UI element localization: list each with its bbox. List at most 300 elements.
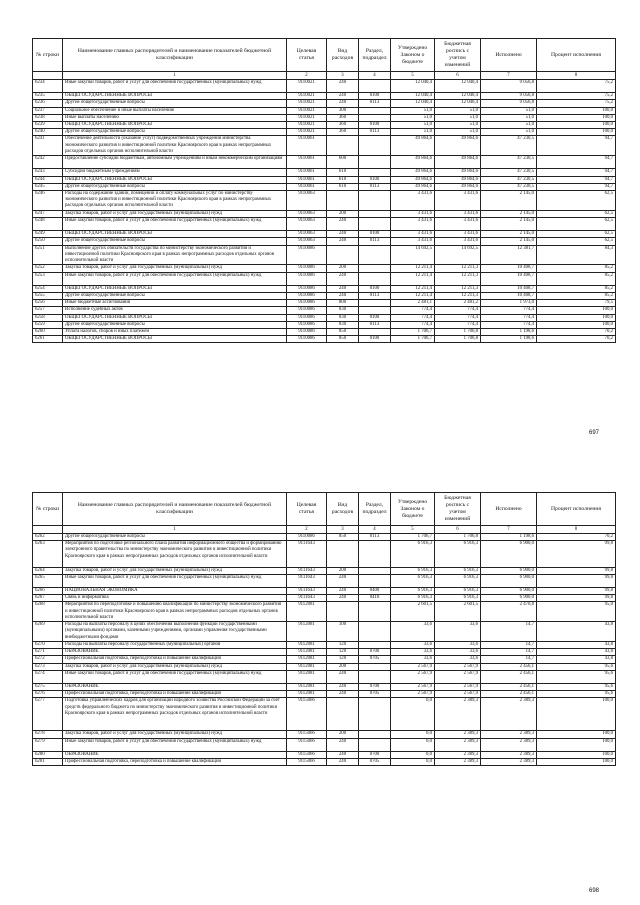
row-number: 6274 xyxy=(33,670,63,683)
row-percent: 95,6 xyxy=(537,683,616,690)
row-target-article: 9110086 xyxy=(287,314,327,321)
row-approved: 0,0 xyxy=(391,738,435,751)
row-number: 6244 xyxy=(33,176,63,183)
row-percent: 100,0 xyxy=(537,698,616,731)
row-target-article: 9112081 xyxy=(287,663,327,670)
row-executed: 12 381,7 xyxy=(481,245,537,265)
row-schedule: 2 601,5 xyxy=(435,602,481,622)
row-number: 6273 xyxy=(33,663,63,670)
row-approved: 2 481,1 xyxy=(391,300,435,307)
row-section: 0100 xyxy=(359,176,391,183)
row-target-article: 9112081 xyxy=(287,602,327,622)
row-expense-type: 240 xyxy=(327,758,359,765)
row-executed: 774,4 xyxy=(481,321,537,328)
row-approved: 1 706,7 xyxy=(391,534,435,541)
row-number: 6241 xyxy=(33,136,63,156)
row-schedule: 2 567,9 xyxy=(435,683,481,690)
row-approved: 6 916,3 xyxy=(391,587,435,594)
row-target-article: 9110063 xyxy=(287,231,327,238)
header-percent: Процент исполнения xyxy=(537,39,616,72)
row-target-article: 9111643 xyxy=(287,595,327,602)
row-expense-type: 600 xyxy=(327,156,359,169)
row-schedule: 6 916,3 xyxy=(435,574,481,587)
row-approved: 3 431,6 xyxy=(391,191,435,211)
header-executed: Исполнено xyxy=(481,493,537,526)
table-row xyxy=(33,156,616,169)
row-section: 0113 xyxy=(359,534,391,541)
row-approved: 12 211,4 xyxy=(391,285,435,292)
row-name: Уплата налогов, сборов и иных платежей xyxy=(63,329,287,336)
row-target-article: 9110086 xyxy=(287,292,327,299)
row-percent: 95,6 xyxy=(537,663,616,670)
row-expense-type: 610 xyxy=(327,183,359,190)
table-row xyxy=(33,602,616,622)
row-expense-type: 240 xyxy=(327,292,359,299)
row-target-article: 9110086 xyxy=(287,329,327,336)
row-number: 6237 xyxy=(33,107,63,114)
column-number: 2 xyxy=(287,72,327,80)
row-name: Другие общегосударственные вопросы xyxy=(63,183,287,190)
row-schedule: 12 040,4 xyxy=(435,80,481,93)
row-schedule: 2 389,3 xyxy=(435,751,481,758)
row-number: 6264 xyxy=(33,567,63,574)
row-executed: 1 198,6 xyxy=(481,534,537,541)
header-name: Наименование главных распорядителей и наименование показателей бюджетной классификации xyxy=(63,39,287,72)
row-target-article: 9110021 xyxy=(287,129,327,136)
row-executed: 2 145,0 xyxy=(481,191,537,211)
row-target-article: 9111643 xyxy=(287,587,327,594)
row-percent: 62,5 xyxy=(537,231,616,238)
row-target-article: 9110021 xyxy=(287,80,327,93)
row-section xyxy=(359,265,391,272)
row-percent: 95,6 xyxy=(537,670,616,683)
row-percent: 70,2 xyxy=(537,336,616,343)
table-row xyxy=(33,670,616,683)
header-schedule: Бюджетная роспись с учетом изменений xyxy=(435,493,481,526)
row-approved: 12 040,4 xyxy=(391,100,435,107)
row-schedule: 2 567,9 xyxy=(435,663,481,670)
row-schedule: 2 481,2 xyxy=(435,300,481,307)
row-expense-type: 610 xyxy=(327,169,359,176)
row-schedule: 14 692,5 xyxy=(435,245,481,265)
row-number: 6257 xyxy=(33,307,63,314)
row-expense-type xyxy=(327,191,359,211)
row-executed: 6 900,0 xyxy=(481,595,537,602)
row-percent: 43,8 xyxy=(537,622,616,642)
row-section xyxy=(359,622,391,642)
table-row xyxy=(33,738,616,751)
row-section xyxy=(359,731,391,738)
row-executed: 51,0 xyxy=(481,107,537,114)
row-number: 6249 xyxy=(33,231,63,238)
table-row xyxy=(33,80,616,93)
row-approved: 6 916,3 xyxy=(391,595,435,602)
row-name: Профессиональная подготовка, переподготовка и повышение квалификации xyxy=(63,656,287,663)
row-target-article: 9110061 xyxy=(287,176,327,183)
row-name: ОБЩЕГОСУДАРСТВЕННЫЕ ВОПРОСЫ xyxy=(63,336,287,343)
row-expense-type: 610 xyxy=(327,176,359,183)
row-expense-type xyxy=(327,602,359,622)
row-percent: 85,2 xyxy=(537,265,616,272)
row-percent: 62,5 xyxy=(537,191,616,211)
row-name: Иные закупки товаров, работ и услуг для обеспечения государственных (муниципальных) нужд xyxy=(63,738,287,751)
row-section xyxy=(359,114,391,121)
row-section xyxy=(359,698,391,731)
row-expense-type: 200 xyxy=(327,265,359,272)
row-executed: 6 900,0 xyxy=(481,587,537,594)
table-row xyxy=(33,265,616,272)
table-row xyxy=(33,245,616,265)
row-schedule: 49 864,6 xyxy=(435,136,481,156)
row-section xyxy=(359,272,391,285)
row-percent: 70,2 xyxy=(537,534,616,541)
row-executed: 2 456,1 xyxy=(481,663,537,670)
row-approved: 2 567,9 xyxy=(391,663,435,670)
row-executed: 51,0 xyxy=(481,129,537,136)
column-numbers-row xyxy=(33,72,616,80)
row-target-article: 9110086 xyxy=(287,285,327,292)
row-name: Другие общегосударственные вопросы xyxy=(63,534,287,541)
row-target-article: 9110061 xyxy=(287,183,327,190)
row-schedule: 1 706,8 xyxy=(435,534,481,541)
row-name: Расходы на выплаты персоналу в целях обеспечения выполнения функций государственными (муниципальными) органами, казенными учреждениями, органами управления государственными внебюджетными фондами xyxy=(63,622,287,642)
row-target-article: 9110021 xyxy=(287,93,327,100)
row-name: Исполнение судебных актов xyxy=(63,307,287,314)
row-percent: 85,2 xyxy=(537,272,616,285)
row-executed: 774,4 xyxy=(481,307,537,314)
row-name: ОБЩЕГОСУДАРСТВЕННЫЕ ВОПРОСЫ xyxy=(63,231,287,238)
table-row xyxy=(33,595,616,602)
row-schedule: 49 864,6 xyxy=(435,176,481,183)
row-percent: 75,2 xyxy=(537,100,616,107)
row-percent: 94,7 xyxy=(537,169,616,176)
row-schedule: 1 706,8 xyxy=(435,329,481,336)
row-executed: 2 470,8 xyxy=(481,602,537,622)
row-section: 0400 xyxy=(359,587,391,594)
row-name: ОБЩЕГОСУДАРСТВЕННЫЕ ВОПРОСЫ xyxy=(63,176,287,183)
table-row xyxy=(33,649,616,656)
row-section: 0700 xyxy=(359,751,391,758)
row-name: Связь и информатика xyxy=(63,595,287,602)
row-target-article: 9115066 xyxy=(287,698,327,731)
row-schedule: 3 431,6 xyxy=(435,191,481,211)
table-row xyxy=(33,698,616,731)
row-percent: 70,2 xyxy=(537,329,616,336)
row-executed: 47 230,5 xyxy=(481,136,537,156)
row-number: 6281 xyxy=(33,758,63,765)
table-row xyxy=(33,541,616,567)
row-target-article: 9110063 xyxy=(287,210,327,217)
row-approved: 0,0 xyxy=(391,731,435,738)
row-target-article: 9110086 xyxy=(287,300,327,307)
column-number: 6 xyxy=(435,72,481,80)
row-name: Закупка товаров, работ и услуг для государственных (муниципальных) нужд xyxy=(63,567,287,574)
header-approved: Утверждено Законом о бюджете xyxy=(391,39,435,72)
row-executed: 2 389,3 xyxy=(481,758,537,765)
row-target-article: 9110061 xyxy=(287,169,327,176)
row-schedule: 3 431,6 xyxy=(435,231,481,238)
row-executed: 47 230,5 xyxy=(481,169,537,176)
row-number: 6236 xyxy=(33,100,63,107)
table-row xyxy=(33,663,616,670)
table-row xyxy=(33,100,616,107)
row-schedule: 51,0 xyxy=(435,107,481,114)
row-number: 6261 xyxy=(33,336,63,343)
row-target-article: 9112081 xyxy=(287,641,327,648)
row-number: 6277 xyxy=(33,698,63,731)
row-executed: 47 230,5 xyxy=(481,176,537,183)
row-expense-type: 240 xyxy=(327,238,359,245)
table-row xyxy=(33,218,616,231)
row-name: Подготовка управленческих кадров для организаций народного хозяйства Российской Федерации за счет средств федерального бюджета по министерству экономического развития и инвестиционной политики Красноярского края в рамках непрограммных расходов отдельных органов исполнительной власти xyxy=(63,698,287,731)
row-number: 6255 xyxy=(33,292,63,299)
row-section xyxy=(359,663,391,670)
row-section: 0700 xyxy=(359,649,391,656)
row-percent: 100,0 xyxy=(537,129,616,136)
row-executed: 6 900,0 xyxy=(481,541,537,567)
table-row xyxy=(33,314,616,321)
row-target-article: 9110086 xyxy=(287,307,327,314)
row-name: Закупка товаров, работ и услуг для государственных (муниципальных) нужд xyxy=(63,265,287,272)
row-executed: 9 056,8 xyxy=(481,93,537,100)
header-section: Раздел, подраздел xyxy=(359,493,391,526)
row-section xyxy=(359,169,391,176)
row-target-article: 9110086 xyxy=(287,534,327,541)
row-expense-type xyxy=(327,136,359,156)
row-section xyxy=(359,245,391,265)
row-target-article: 9110086 xyxy=(287,272,327,285)
row-schedule: 1 706,8 xyxy=(435,336,481,343)
row-expense-type: 120 xyxy=(327,649,359,656)
row-approved: 49 864,6 xyxy=(391,156,435,169)
column-numbers-row xyxy=(33,526,616,534)
row-target-article: 9110021 xyxy=(287,100,327,107)
row-expense-type: 300 xyxy=(327,107,359,114)
row-approved: 774,4 xyxy=(391,314,435,321)
row-percent: 62,5 xyxy=(537,238,616,245)
row-section: 0100 xyxy=(359,122,391,129)
row-percent: 100,0 xyxy=(537,107,616,114)
column-number: 3 xyxy=(327,526,359,534)
row-approved: 6 916,3 xyxy=(391,574,435,587)
row-section xyxy=(359,574,391,587)
row-section xyxy=(359,191,391,211)
row-schedule: 2 389,3 xyxy=(435,758,481,765)
row-name: Мероприятия по подготовке регионального плана развития информационного общества и формированию электронного правительства по министерству экономического развития и инвестиционной политики Красноярского края в рамках непрограммных расходов отдельных органов исполнительной власти xyxy=(63,541,287,567)
row-schedule: 2 389,3 xyxy=(435,698,481,731)
row-schedule: 33,6 xyxy=(435,649,481,656)
row-number: 6256 xyxy=(33,300,63,307)
row-executed: 51,0 xyxy=(481,122,537,129)
row-percent: 62,5 xyxy=(537,210,616,217)
row-section xyxy=(359,218,391,231)
row-number: 6271 xyxy=(33,649,63,656)
row-expense-type: 100 xyxy=(327,622,359,642)
row-name: Иные выплаты населению xyxy=(63,114,287,121)
row-name: Иные закупки товаров, работ и услуг для обеспечения государственных (муниципальных) нужд xyxy=(63,80,287,93)
column-number: 8 xyxy=(537,526,616,534)
row-name: Расходы на содержание зданий, помещений и оплату коммунальных услуг по министерству экономического развития и инвестиционной политики Красноярского края в рамках непрограммных расходов отдельных органов исполнительной власти xyxy=(63,191,287,211)
header-target: Целевая статья xyxy=(287,493,327,526)
row-target-article: 9110063 xyxy=(287,238,327,245)
row-percent: 100,0 xyxy=(537,758,616,765)
row-section xyxy=(359,300,391,307)
row-name: Профессиональная подготовка, переподготовка и повышение квалификации xyxy=(63,758,287,765)
row-number: 6238 xyxy=(33,114,63,121)
row-expense-type: 240 xyxy=(327,683,359,690)
row-percent: 99,8 xyxy=(537,574,616,587)
row-number: 6259 xyxy=(33,321,63,328)
table-row xyxy=(33,587,616,594)
row-schedule: 3 431,6 xyxy=(435,238,481,245)
row-number: 6270 xyxy=(33,641,63,648)
row-approved: 2 567,9 xyxy=(391,691,435,698)
row-section: 0100 xyxy=(359,336,391,343)
row-executed: 2 389,3 xyxy=(481,738,537,751)
row-number: 6269 xyxy=(33,622,63,642)
column-number: 8 xyxy=(537,72,616,80)
row-schedule: 33,6 xyxy=(435,656,481,663)
row-section xyxy=(359,329,391,336)
row-schedule: 2 567,9 xyxy=(435,691,481,698)
row-target-article: 9110061 xyxy=(287,136,327,156)
row-percent: 100,0 xyxy=(537,114,616,121)
row-number: 6254 xyxy=(33,285,63,292)
row-expense-type: 240 xyxy=(327,93,359,100)
column-number: 5 xyxy=(391,72,435,80)
row-percent: 100,0 xyxy=(537,751,616,758)
column-number: 5 xyxy=(391,526,435,534)
row-name: Другие общегосударственные вопросы xyxy=(63,100,287,107)
row-expense-type: 800 xyxy=(327,300,359,307)
row-schedule: 51,0 xyxy=(435,114,481,121)
row-name: Иные бюджетные ассигнования xyxy=(63,300,287,307)
row-percent: 100,0 xyxy=(537,321,616,328)
row-name: ОБЩЕГОСУДАРСТВЕННЫЕ ВОПРОСЫ xyxy=(63,122,287,129)
row-section xyxy=(359,136,391,156)
row-approved: 0,0 xyxy=(391,698,435,731)
column-number: 3 xyxy=(327,72,359,80)
row-name: Другие общегосударственные вопросы xyxy=(63,129,287,136)
row-schedule: 49 864,6 xyxy=(435,156,481,169)
table-row xyxy=(33,300,616,307)
row-target-article: 9112081 xyxy=(287,670,327,683)
table-header-row xyxy=(33,493,616,526)
row-executed: 1 198,6 xyxy=(481,329,537,336)
row-percent: 43,8 xyxy=(537,641,616,648)
row-expense-type: 240 xyxy=(327,738,359,751)
row-name: Расходы на выплаты персоналу государственных (муниципальных) органов xyxy=(63,641,287,648)
row-target-article: 9110021 xyxy=(287,122,327,129)
row-name: НАЦИОНАЛЬНАЯ ЭКОНОМИКА xyxy=(63,587,287,594)
row-number: 6268 xyxy=(33,602,63,622)
row-approved: 33,6 xyxy=(391,622,435,642)
row-expense-type: 360 xyxy=(327,122,359,129)
row-name: Иные закупки товаров, работ и услуг для обеспечения государственных (муниципальных) нужд xyxy=(63,272,287,285)
row-percent: 43,8 xyxy=(537,649,616,656)
row-schedule: 33,6 xyxy=(435,622,481,642)
row-executed: 2 456,1 xyxy=(481,691,537,698)
row-schedule: 6 916,3 xyxy=(435,587,481,594)
row-schedule: 6 916,3 xyxy=(435,595,481,602)
row-expense-type: 200 xyxy=(327,210,359,217)
row-expense-type: 240 xyxy=(327,751,359,758)
table-row xyxy=(33,114,616,121)
row-number: 6253 xyxy=(33,272,63,285)
row-schedule: 12 211,3 xyxy=(435,272,481,285)
row-name: Профессиональная подготовка, переподготовка и повышение квалификации xyxy=(63,691,287,698)
row-section: 0100 xyxy=(359,93,391,100)
row-expense-type: 120 xyxy=(327,656,359,663)
table-row xyxy=(33,176,616,183)
row-schedule: 6 916,3 xyxy=(435,567,481,574)
header-section: Раздел, подраздел xyxy=(359,39,391,72)
table-row xyxy=(33,574,616,587)
row-percent: 95,6 xyxy=(537,691,616,698)
row-executed: 774,4 xyxy=(481,314,537,321)
table-row xyxy=(33,622,616,642)
row-section xyxy=(359,738,391,751)
row-section xyxy=(359,307,391,314)
row-expense-type: 360 xyxy=(327,129,359,136)
row-approved: 33,6 xyxy=(391,649,435,656)
row-target-article: 9110086 xyxy=(287,321,327,328)
row-approved: 49 864,6 xyxy=(391,169,435,176)
table-row xyxy=(33,751,616,758)
table-row xyxy=(33,321,616,328)
row-executed: 2 145,0 xyxy=(481,218,537,231)
row-expense-type: 240 xyxy=(327,231,359,238)
table-row xyxy=(33,758,616,765)
row-executed: 2 389,3 xyxy=(481,751,537,758)
header-schedule: Бюджетная роспись с учетом изменений xyxy=(435,39,481,72)
budget-table-page-1 xyxy=(32,38,616,343)
row-executed: 10 408,7 xyxy=(481,272,537,285)
row-target-article: 9112081 xyxy=(287,656,327,663)
row-schedule: 774,4 xyxy=(435,307,481,314)
header-executed: Исполнено xyxy=(481,39,537,72)
row-section xyxy=(359,80,391,93)
row-approved: 12 211,4 xyxy=(391,272,435,285)
row-section: 0100 xyxy=(359,285,391,292)
row-target-article: 9112081 xyxy=(287,622,327,642)
row-section: 0705 xyxy=(359,758,391,765)
header-expense-type: Вид расходов xyxy=(327,39,359,72)
row-name: Мероприятия по переподготовке и повышению квалификации по министерству экономического развития и инвестиционной политики Красноярского края в рамках непрограммных расходов отдельных органов исполнительной власти xyxy=(63,602,287,622)
row-expense-type: 240 xyxy=(327,691,359,698)
header-row-no: № строки xyxy=(33,39,63,72)
row-name: Иные закупки товаров, работ и услуг для обеспечения государственных (муниципальных) нужд xyxy=(63,574,287,587)
row-percent: 100,0 xyxy=(537,122,616,129)
row-schedule: 51,0 xyxy=(435,129,481,136)
row-approved: 774,4 xyxy=(391,307,435,314)
row-approved: 6 916,3 xyxy=(391,567,435,574)
row-percent: 100,0 xyxy=(537,314,616,321)
row-executed: 10 408,7 xyxy=(481,285,537,292)
row-approved: 49 864,6 xyxy=(391,183,435,190)
row-expense-type: 240 xyxy=(327,100,359,107)
row-target-article: 9110063 xyxy=(287,191,327,211)
row-schedule: 2 567,9 xyxy=(435,670,481,683)
table-row xyxy=(33,567,616,574)
row-expense-type: 240 xyxy=(327,595,359,602)
row-executed: 2 145,0 xyxy=(481,238,537,245)
row-approved: 3 431,6 xyxy=(391,231,435,238)
row-approved: 14 692,5 xyxy=(391,245,435,265)
table-row xyxy=(33,285,616,292)
row-executed: 47 230,5 xyxy=(481,183,537,190)
row-section: 0100 xyxy=(359,314,391,321)
